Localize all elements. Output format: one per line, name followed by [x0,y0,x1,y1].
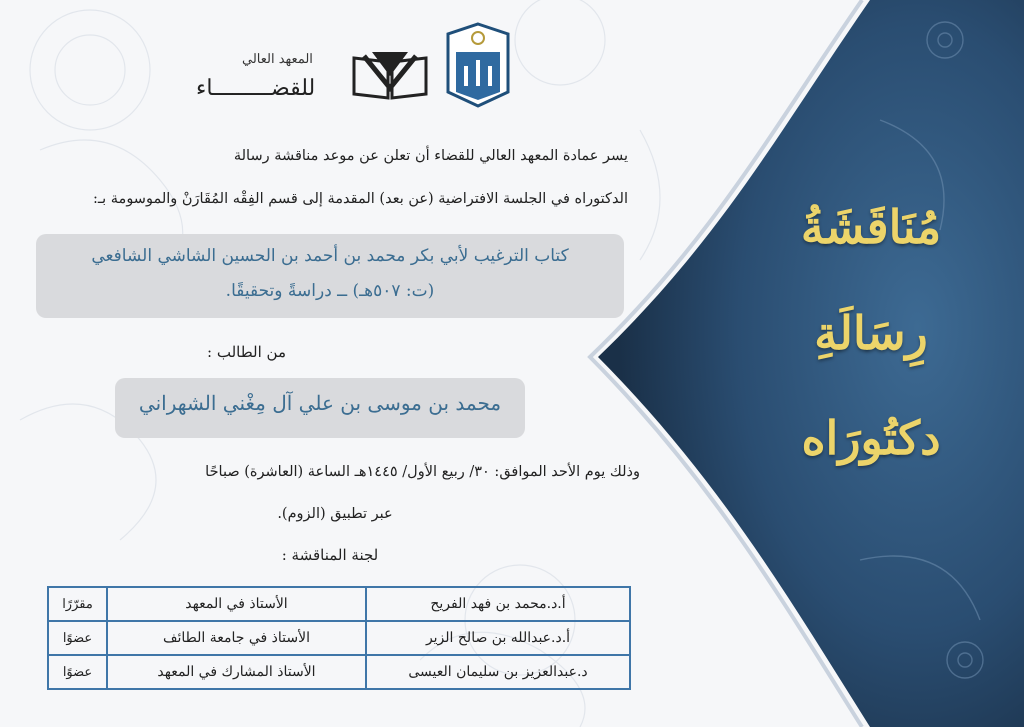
main-title-word-3: دكتُورَاه [801,411,941,465]
student-label: من الطالب : [207,343,286,361]
main-title-word-1: مُنَاقَشَةُ [800,200,942,254]
table-row [48,587,630,621]
thesis-title-line-2: (ت: ٥٠٧هـ) ــ دراسةً وتحقيقًا. [225,281,435,301]
thesis-title-line-1: كتاب الترغيب لأبي بكر محمد بن أحمد بن الحسين الشاشي الشافعي [91,246,569,266]
committee-table [47,586,631,690]
university-seal-icon [446,22,510,108]
table-row [48,655,630,689]
member-name: أ.د.عبدالله بن صالح الزير [366,621,630,655]
main-title-word-2: رِسَالَةِ [814,306,928,360]
member-name: د.عبدالعزيز بن سليمان العيسى [366,655,630,689]
committee-label: لجنة المناقشة : [281,546,379,564]
defense-platform: عبر تطبيق (الزوم). [277,506,393,522]
member-title: الأستاذ في جامعة الطائف [107,621,366,655]
institute-name-line2: للقضـــــــــاء [196,76,316,101]
member-role: عضوًا [48,655,107,689]
member-title: الأستاذ المشارك في المعهد [107,655,366,689]
table-row [48,621,630,655]
member-name: أ.د.محمد بن فهد الفريح [366,587,630,621]
member-role: مقرّرًا [48,587,107,621]
title-panel [598,0,1024,727]
header-logos [190,22,530,112]
announcement-line-1: يسر عمادة المعهد العالي للقضاء أن تعلن عن موعد مناقشة رسالة [233,148,628,164]
student-name: محمد بن موسى بن علي آل مِغْني الشهراني [138,391,502,415]
announcement-line-2: الدكتوراه في الجلسة الافتراضية (عن بعد) المقدمة إلى قسم الفِقْه المُقَارَنْ والموسومة بـ: [93,191,628,207]
member-role: عضوًا [48,621,107,655]
defense-date: وذلك يوم الأحد الموافق: ٣٠/ ربيع الأول/ ١٤٤٥هـ الساعة (العاشرة) صباحًا [205,464,640,480]
member-title: الأستاذ في المعهد [107,587,366,621]
open-book-icon [350,48,430,100]
institute-name-line1: المعهد العالي [242,52,313,67]
